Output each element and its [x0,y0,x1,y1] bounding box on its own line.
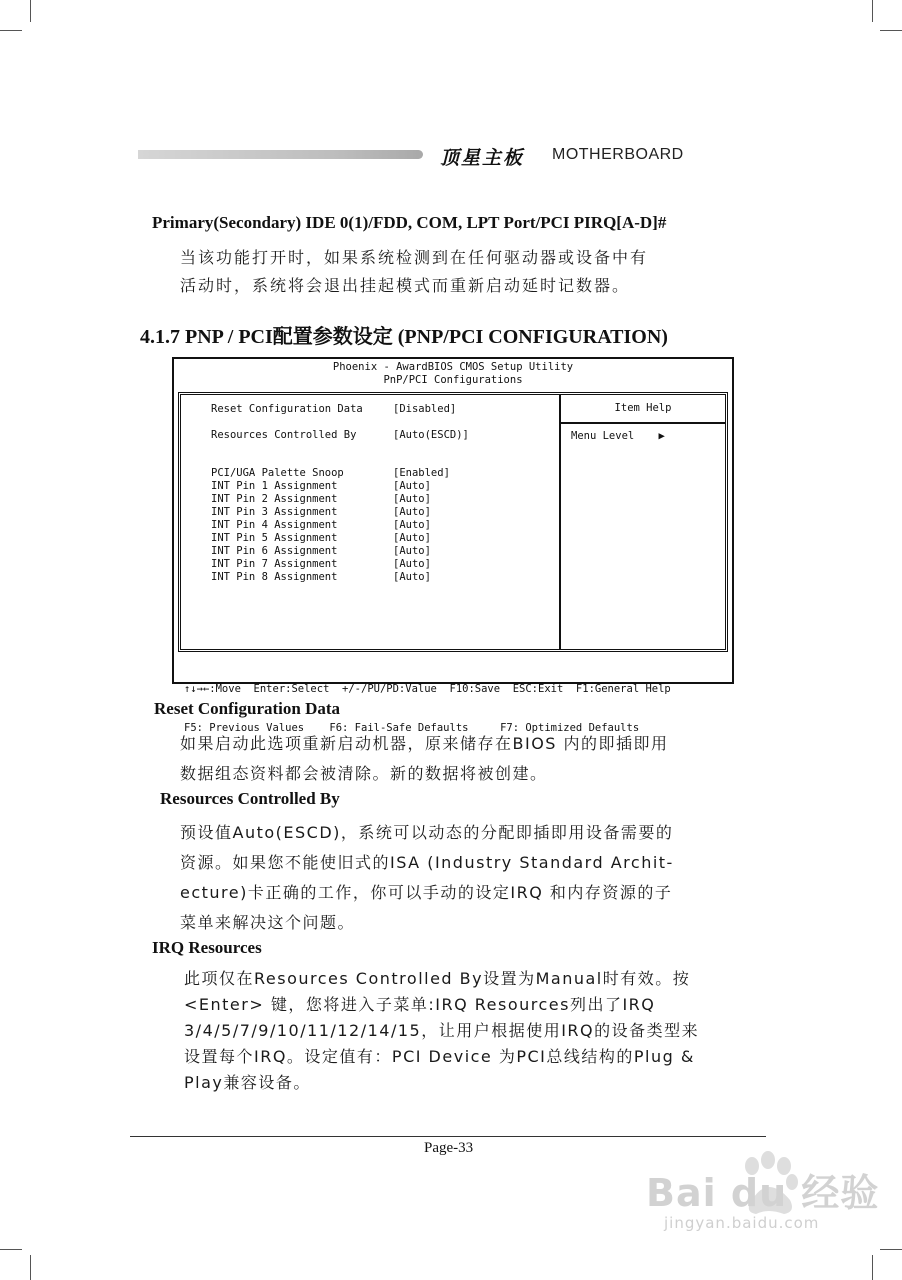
bios-menu-frame [178,392,728,652]
crop-mark [30,0,31,22]
bios-option-int-pin-2[interactable] [211,493,431,505]
option-value: [Auto] [393,571,431,583]
bios-option-int-pin-8[interactable] [211,571,431,583]
paragraph-line: 预设值Auto(ESCD)，系统可以动态的分配即插即用设备需要的 [180,823,674,842]
irq-resources-paragraph [184,966,699,1096]
menu-level [571,430,665,442]
paragraph-line: 数据组态资料都会被清除。新的数据将被创建。 [180,764,548,783]
option-value: [Auto] [393,506,431,518]
paragraph-line: 如果启动此选项重新启动机器，原来储存在BIOS 内的即插即用 [180,734,669,753]
bios-option-int-pin-5[interactable] [211,532,431,544]
reset-config-heading: Reset Configuration Data [154,699,341,718]
crop-mark [880,30,902,31]
brand-label-en: MOTHERBOARD [552,146,684,163]
page-number: Page-33 [424,1140,474,1156]
option-label: Reset Configuration Data [211,403,363,415]
option-label: INT Pin 1 Assignment [211,480,338,492]
primary-paragraph [180,244,648,300]
bios-option-int-pin-3[interactable] [211,506,431,518]
section-title: 4.1.7 PNP / PCI配置参数设定 (PNP/PCI CONFIGURATION) [140,326,668,348]
bios-option-palette-snoop[interactable] [211,467,450,479]
option-label: INT Pin 4 Assignment [211,519,338,531]
option-label: INT Pin 5 Assignment [211,532,338,544]
watermark-url: jingyan.baidu.com [664,1214,820,1232]
option-value: [Auto] [393,558,431,570]
option-value: [Auto(ESCD)] [393,429,469,441]
menu-level-arrow-icon: ▶ [658,430,665,442]
paragraph-line: 设置每个IRQ。设定值有：PCI Device 为PCI总线结构的Plug & [184,1047,695,1066]
option-value: [Auto] [393,480,431,492]
option-value: [Auto] [393,545,431,557]
paragraph-line: Play兼容设备。 [184,1073,311,1092]
paragraph-line: 此项仅在Resources Controlled By设置为Manual时有效。按 [184,969,691,988]
bios-option-int-pin-1[interactable] [211,480,431,492]
key-legend-line: ↑↓→←:Move Enter:Select +/-/PU/PD:Value F10:Save ESC:Exit F1:General Help [184,683,671,695]
irq-resources-heading: IRQ Resources [152,938,262,957]
option-label: INT Pin 6 Assignment [211,545,338,557]
reset-config-paragraph [180,729,669,789]
option-value: [Auto] [393,519,431,531]
bios-title [174,361,732,387]
crop-mark [880,1249,902,1250]
menu-level-label: Menu Level [571,430,635,442]
option-value: [Enabled] [393,467,450,479]
paragraph-line: 菜单来解决这个问题。 [180,913,356,932]
option-value: [Disabled] [393,403,457,415]
option-label: INT Pin 2 Assignment [211,493,338,505]
option-label: INT Pin 3 Assignment [211,506,338,518]
paragraph-line: 活动时，系统将会退出挂起模式而重新启动延时记数器。 [180,276,631,295]
brand-logo-cn: 顶星主板 [440,147,525,169]
option-value: [Auto] [393,532,431,544]
option-value: [Auto] [393,493,431,505]
bios-option-int-pin-7[interactable] [211,558,431,570]
crop-mark [30,1255,31,1280]
crop-mark [0,30,22,31]
resources-paragraph [180,818,674,938]
watermark-logo-text: Bai du 经验 [646,1171,880,1215]
bios-option-resources-controlled[interactable] [211,429,469,441]
option-label: INT Pin 8 Assignment [211,571,338,583]
paragraph-line: ecture)卡正确的工作，你可以手动的设定IRQ 和内存资源的子 [180,883,673,902]
bios-subtitle-line: PnP/PCI Configurations [383,374,523,386]
header-bar [138,150,423,159]
paragraph-line: 资源。如果您不能使旧式的ISA (Industry Standard Archit- [180,853,674,872]
bios-option-int-pin-6[interactable] [211,545,431,557]
footer-rule [130,1136,766,1137]
resources-heading: Resources Controlled By [160,789,340,808]
bios-screen [172,357,734,734]
crop-mark [0,1249,22,1250]
bios-divider [559,395,561,649]
bios-option-reset-config[interactable] [211,403,456,415]
item-help-header: Item Help [561,395,725,424]
paragraph-line: 3/4/5/7/9/10/11/12/14/15，让用户根据使用IRQ的设备类型来 [184,1021,700,1040]
crop-mark [872,0,873,22]
bios-option-int-pin-4[interactable] [211,519,431,531]
option-label: PCI/UGA Palette Snoop [211,467,344,479]
bios-title-line: Phoenix - AwardBIOS CMOS Setup Utility [332,361,574,373]
option-label: Resources Controlled By [211,429,357,441]
paragraph-line: 当该功能打开时，如果系统检测到在任何驱动器或设备中有 [180,248,649,267]
paragraph-line: <Enter> 键，您将进入子菜单:IRQ Resources列出了IRQ [184,995,656,1014]
option-label: INT Pin 7 Assignment [211,558,338,570]
crop-mark [872,1255,873,1280]
key-legend-line: F5: Previous Values F6: Fail-Safe Defaults F7: Optimized Defaults [184,722,640,734]
primary-heading: Primary(Secondary) IDE 0(1)/FDD, COM, LPT Port/PCI PIRQ[A-D]# [152,213,667,232]
